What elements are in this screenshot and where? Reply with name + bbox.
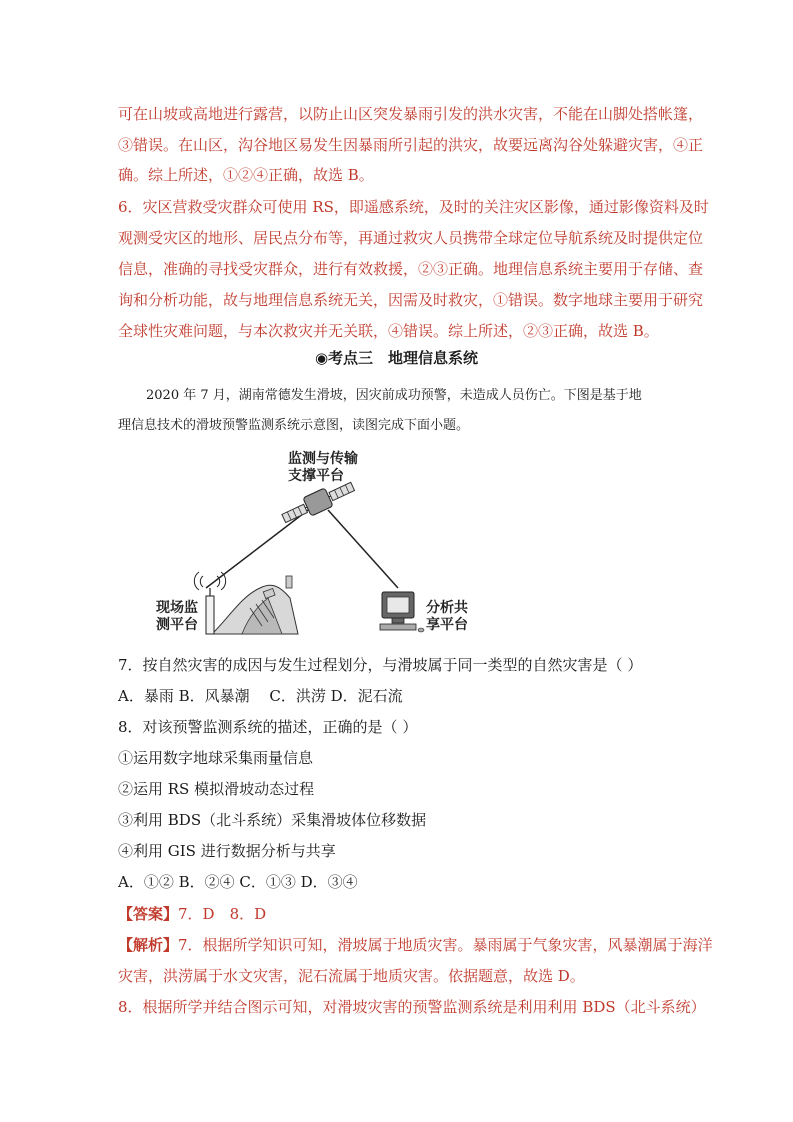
satellite-label-line1: 监测与传输 xyxy=(288,451,358,467)
field-platform-label-line1: 现场监 xyxy=(156,600,198,616)
satellite-icon xyxy=(279,477,356,527)
link-line-left xyxy=(206,510,308,588)
section-title: ◉考点三 地理信息系统 xyxy=(314,349,479,367)
question-8-item: ④利用 GIS 进行数据分析与共享 xyxy=(118,842,336,860)
question-8-item: ③利用 BDS（北斗系统）采集滑坡体位移数据 xyxy=(118,811,427,829)
intro-line: 理信息技术的滑坡预警监测系统示意图，读图完成下面小题。 xyxy=(118,418,470,433)
computer-icon xyxy=(380,592,424,632)
answer-tag: 【答案】 xyxy=(118,905,179,923)
analysis-text: 7．根据所学知识可知，滑坡属于地质灾害。暴雨属于气象灾害，风暴潮属于海洋 xyxy=(178,936,713,954)
analysis-line: 灾害，洪涝属于水文灾害，泥石流属于地质灾害。依据题意，故选 D。 xyxy=(118,967,585,985)
question-7-options: A．暴雨 B．风暴潮 C．洪涝 D．泥石流 xyxy=(118,687,403,705)
answer-line xyxy=(118,903,266,924)
solution-line: 询和分析功能，故与地理信息系统无关，因需及时救灾，①错误。数字地球主要用于研究 xyxy=(118,291,704,309)
intro-line: 2020 年 7 月，湖南常德发生滑坡，因灾前成功预警，未造成人员伤亡。下图是基于地 xyxy=(146,388,642,403)
solution-line: 信息，准确的寻找受灾群众，进行有效救援，②③正确。地理信息系统主要用于存储、查 xyxy=(118,260,704,278)
solution-line: 观测受灾区的地形、居民点分布等，再通过救灾人员携带全球定位导航系统及时提供定位 xyxy=(118,229,704,247)
question-8-stem: 8．对该预警监测系统的描述，正确的是（ ） xyxy=(118,718,418,736)
link-line-right xyxy=(328,510,398,588)
question-8-options: A．①② B．②④ C．①③ D．③④ xyxy=(118,873,358,891)
analysis-tag: 【解析】 xyxy=(118,936,179,954)
solution-line: 全球性灾难问题，与本次救灾并无关联，④错误。综上所述，②③正确，故选 B。 xyxy=(118,322,659,340)
field-platform-label-line2: 测平台 xyxy=(156,617,198,633)
solution-line: 可在山坡或高地进行露营，以防止山区突发暴雨引发的洪水灾害，不能在山脚处搭帐篷， xyxy=(118,105,704,123)
question-8-item: ②运用 RS 模拟滑坡动态过程 xyxy=(118,780,315,798)
satellite-label-line2: 支撑平台 xyxy=(288,468,344,484)
question-8-item: ①运用数字地球采集雨量信息 xyxy=(118,749,314,767)
analysis-platform-label-line1: 分析共 xyxy=(426,600,468,616)
analysis-line: 8．根据所学并结合图示可知，对滑坡灾害的预警监测系统是利用利用 BDS（北斗系统） xyxy=(118,998,706,1016)
analysis-platform-label-line2: 享平台 xyxy=(426,617,468,633)
solution-line: 确。综上所述，①②④正确，故选 B。 xyxy=(118,166,374,184)
landslide-monitoring-diagram xyxy=(150,448,490,640)
analysis-line xyxy=(118,934,713,955)
answer-text: 7．D 8．D xyxy=(178,905,267,923)
solution-line: 6．灾区营救受灾群众可使用 RS，即遥感系统，及时的关注灾区影像，通过影像资料及时 xyxy=(118,198,709,216)
solution-line: ③错误。在山区，沟谷地区易发生因暴雨所引起的洪灾，故要远离沟谷处躲避灾害，④正 xyxy=(118,136,704,154)
question-7-stem: 7．按自然灾害的成因与发生过程划分，与滑坡属于同一类型的自然灾害是（ ） xyxy=(118,656,643,674)
